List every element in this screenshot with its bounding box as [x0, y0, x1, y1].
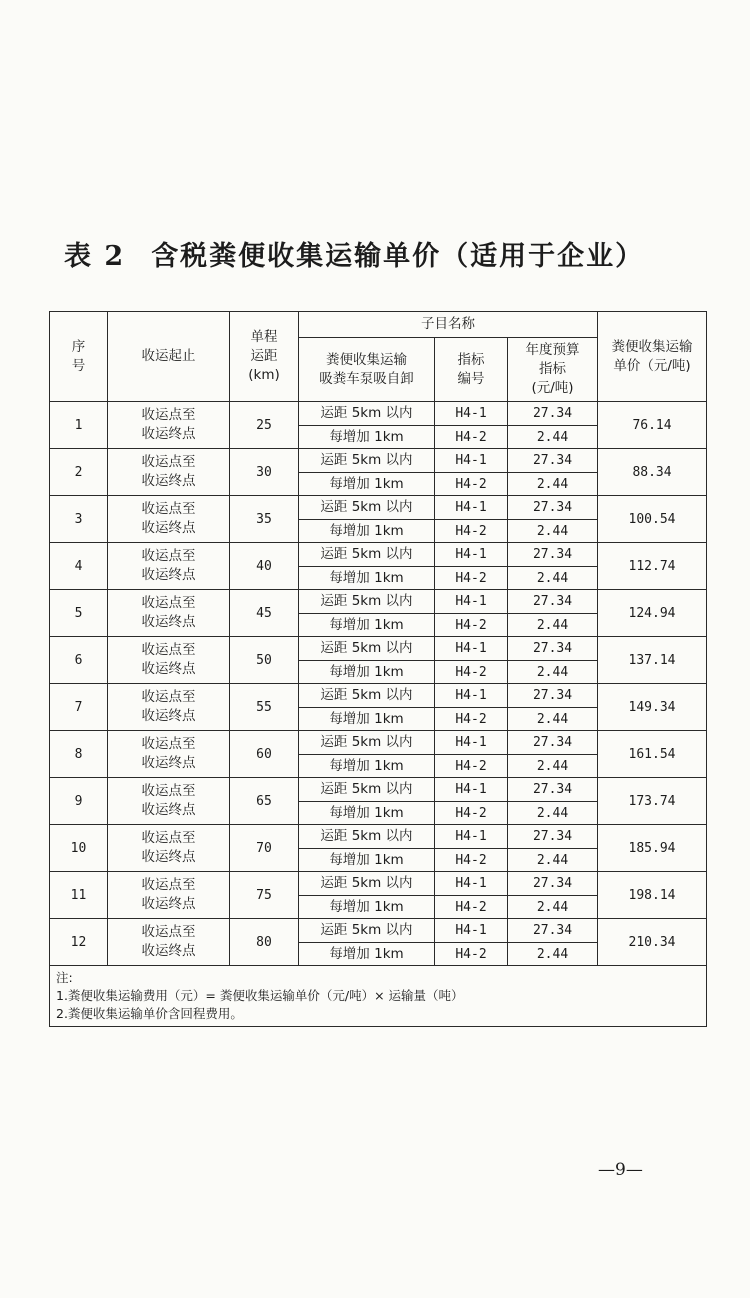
- cell-code: H4-2: [435, 708, 508, 731]
- cell-seq: 4: [50, 543, 108, 590]
- cell-unit-price: 137.14: [598, 637, 707, 684]
- cell-budget: 2.44: [508, 473, 598, 496]
- cell-subitem: 运距 5km 以内: [299, 590, 435, 614]
- table-row: [50, 778, 707, 802]
- cell-code: H4-1: [435, 543, 508, 567]
- table-row: [50, 731, 707, 755]
- cell-distance: 35: [230, 496, 299, 543]
- cell-subitem: 运距 5km 以内: [299, 778, 435, 802]
- cell-route: 收运点至 收运终点: [108, 919, 230, 966]
- cell-code: H4-1: [435, 449, 508, 473]
- header-subitem-name: 粪便收集运输 吸粪车泵吸自卸: [299, 338, 435, 402]
- cell-budget: 2.44: [508, 802, 598, 825]
- cell-seq: 6: [50, 637, 108, 684]
- header-unit-price: 粪便收集运输 单价（元/吨): [598, 312, 707, 402]
- cell-budget: 27.34: [508, 637, 598, 661]
- page-number: —9—: [598, 1160, 643, 1180]
- cell-subitem: 运距 5km 以内: [299, 684, 435, 708]
- cell-route: 收运点至 收运终点: [108, 590, 230, 637]
- cell-code: H4-1: [435, 731, 508, 755]
- header-route: 收运起止: [108, 312, 230, 402]
- cell-budget: 27.34: [508, 496, 598, 520]
- cell-budget: 2.44: [508, 849, 598, 872]
- document-title: [64, 234, 644, 273]
- cell-unit-price: 112.74: [598, 543, 707, 590]
- cell-subitem: 运距 5km 以内: [299, 543, 435, 567]
- header-subitem-group: 子目名称: [299, 312, 598, 338]
- cell-distance: 30: [230, 449, 299, 496]
- cell-budget: 2.44: [508, 943, 598, 966]
- cell-distance: 65: [230, 778, 299, 825]
- cell-unit-price: 198.14: [598, 872, 707, 919]
- cell-budget: 27.34: [508, 919, 598, 943]
- cell-seq: 7: [50, 684, 108, 731]
- cell-unit-price: 173.74: [598, 778, 707, 825]
- cell-budget: 2.44: [508, 614, 598, 637]
- cell-code: H4-1: [435, 402, 508, 426]
- table-row: [50, 637, 707, 661]
- cell-unit-price: 88.34: [598, 449, 707, 496]
- cell-subitem: 运距 5km 以内: [299, 449, 435, 473]
- cell-code: H4-1: [435, 496, 508, 520]
- cell-budget: 2.44: [508, 567, 598, 590]
- cell-seq: 1: [50, 402, 108, 449]
- table-row: [50, 684, 707, 708]
- cell-subitem: 每增加 1km: [299, 661, 435, 684]
- cell-seq: 5: [50, 590, 108, 637]
- cell-subitem: 运距 5km 以内: [299, 919, 435, 943]
- cell-distance: 75: [230, 872, 299, 919]
- cell-code: H4-2: [435, 661, 508, 684]
- cell-budget: 27.34: [508, 731, 598, 755]
- header-code: 指标 编号: [435, 338, 508, 402]
- cell-budget: 27.34: [508, 872, 598, 896]
- cell-unit-price: 124.94: [598, 590, 707, 637]
- cell-route: 收运点至 收运终点: [108, 731, 230, 778]
- cell-subitem: 每增加 1km: [299, 520, 435, 543]
- cell-code: H4-2: [435, 849, 508, 872]
- cell-distance: 70: [230, 825, 299, 872]
- cell-unit-price: 76.14: [598, 402, 707, 449]
- cell-code: H4-1: [435, 637, 508, 661]
- cell-unit-price: 149.34: [598, 684, 707, 731]
- cell-code: H4-2: [435, 426, 508, 449]
- cell-route: 收运点至 收运终点: [108, 825, 230, 872]
- table-row: [50, 449, 707, 473]
- cell-budget: 27.34: [508, 684, 598, 708]
- cell-distance: 50: [230, 637, 299, 684]
- cell-subitem: 每增加 1km: [299, 802, 435, 825]
- notes-cell: [50, 966, 707, 1027]
- cell-subitem: 每增加 1km: [299, 896, 435, 919]
- cell-budget: 27.34: [508, 543, 598, 567]
- cell-distance: 40: [230, 543, 299, 590]
- cell-subitem: 运距 5km 以内: [299, 496, 435, 520]
- cell-seq: 10: [50, 825, 108, 872]
- cell-code: H4-2: [435, 614, 508, 637]
- header-row-1: [50, 312, 707, 338]
- table-row: [50, 590, 707, 614]
- cell-distance: 80: [230, 919, 299, 966]
- table-body: [50, 402, 707, 966]
- cell-budget: 27.34: [508, 449, 598, 473]
- cell-subitem: 每增加 1km: [299, 943, 435, 966]
- cell-unit-price: 161.54: [598, 731, 707, 778]
- header-budget: 年度预算 指标 (元/吨): [508, 338, 598, 402]
- cell-subitem: 每增加 1km: [299, 473, 435, 496]
- cell-seq: 9: [50, 778, 108, 825]
- table-row: [50, 919, 707, 943]
- note-2: 2.粪便收集运输单价含回程费用。: [56, 1006, 243, 1021]
- cell-budget: 2.44: [508, 520, 598, 543]
- cell-code: H4-2: [435, 520, 508, 543]
- note-1: 1.粪便收集运输费用（元）= 粪便收集运输单价（元/吨）× 运输量（吨）: [56, 988, 464, 1003]
- cell-budget: 27.34: [508, 825, 598, 849]
- cell-code: H4-1: [435, 872, 508, 896]
- cell-distance: 25: [230, 402, 299, 449]
- table-row: [50, 872, 707, 896]
- cell-budget: 2.44: [508, 661, 598, 684]
- header-distance: 单程 运距 (km): [230, 312, 299, 402]
- cell-seq: 3: [50, 496, 108, 543]
- cell-code: H4-2: [435, 755, 508, 778]
- cell-budget: 2.44: [508, 708, 598, 731]
- cell-unit-price: 210.34: [598, 919, 707, 966]
- cell-budget: 27.34: [508, 402, 598, 426]
- cell-subitem: 运距 5km 以内: [299, 731, 435, 755]
- cell-budget: 2.44: [508, 755, 598, 778]
- cell-route: 收运点至 收运终点: [108, 872, 230, 919]
- cell-seq: 8: [50, 731, 108, 778]
- header-seq: 序 号: [50, 312, 108, 402]
- table-row: [50, 543, 707, 567]
- cell-route: 收运点至 收运终点: [108, 496, 230, 543]
- cell-budget: 2.44: [508, 896, 598, 919]
- cell-code: H4-1: [435, 919, 508, 943]
- cell-subitem: 每增加 1km: [299, 708, 435, 731]
- notes-row: [50, 966, 707, 1027]
- cell-unit-price: 185.94: [598, 825, 707, 872]
- cell-code: H4-1: [435, 590, 508, 614]
- cell-budget: 2.44: [508, 426, 598, 449]
- cell-subitem: 每增加 1km: [299, 614, 435, 637]
- cell-subitem: 每增加 1km: [299, 426, 435, 449]
- table-row: [50, 496, 707, 520]
- cell-budget: 27.34: [508, 590, 598, 614]
- cell-distance: 55: [230, 684, 299, 731]
- cell-subitem: 运距 5km 以内: [299, 872, 435, 896]
- price-table: [49, 311, 707, 1027]
- cell-code: H4-2: [435, 473, 508, 496]
- cell-route: 收运点至 收运终点: [108, 543, 230, 590]
- cell-distance: 60: [230, 731, 299, 778]
- cell-subitem: 运距 5km 以内: [299, 637, 435, 661]
- table-title-text: 含税粪便收集运输单价（适用于企业）: [151, 241, 645, 272]
- cell-budget: 27.34: [508, 778, 598, 802]
- cell-subitem: 运距 5km 以内: [299, 825, 435, 849]
- cell-route: 收运点至 收运终点: [108, 449, 230, 496]
- cell-subitem: 运距 5km 以内: [299, 402, 435, 426]
- cell-code: H4-1: [435, 684, 508, 708]
- cell-seq: 2: [50, 449, 108, 496]
- cell-route: 收运点至 收运终点: [108, 684, 230, 731]
- cell-unit-price: 100.54: [598, 496, 707, 543]
- cell-route: 收运点至 收运终点: [108, 402, 230, 449]
- table-row: [50, 402, 707, 426]
- cell-code: H4-1: [435, 825, 508, 849]
- cell-code: H4-2: [435, 943, 508, 966]
- cell-seq: 11: [50, 872, 108, 919]
- cell-code: H4-1: [435, 778, 508, 802]
- cell-code: H4-2: [435, 802, 508, 825]
- cell-route: 收运点至 收运终点: [108, 778, 230, 825]
- cell-code: H4-2: [435, 896, 508, 919]
- cell-distance: 45: [230, 590, 299, 637]
- cell-route: 收运点至 收运终点: [108, 637, 230, 684]
- cell-subitem: 每增加 1km: [299, 849, 435, 872]
- notes-label: 注:: [56, 970, 73, 985]
- cell-subitem: 每增加 1km: [299, 755, 435, 778]
- table-number: 表 2: [64, 241, 126, 272]
- table-row: [50, 825, 707, 849]
- cell-subitem: 每增加 1km: [299, 567, 435, 590]
- cell-seq: 12: [50, 919, 108, 966]
- cell-code: H4-2: [435, 567, 508, 590]
